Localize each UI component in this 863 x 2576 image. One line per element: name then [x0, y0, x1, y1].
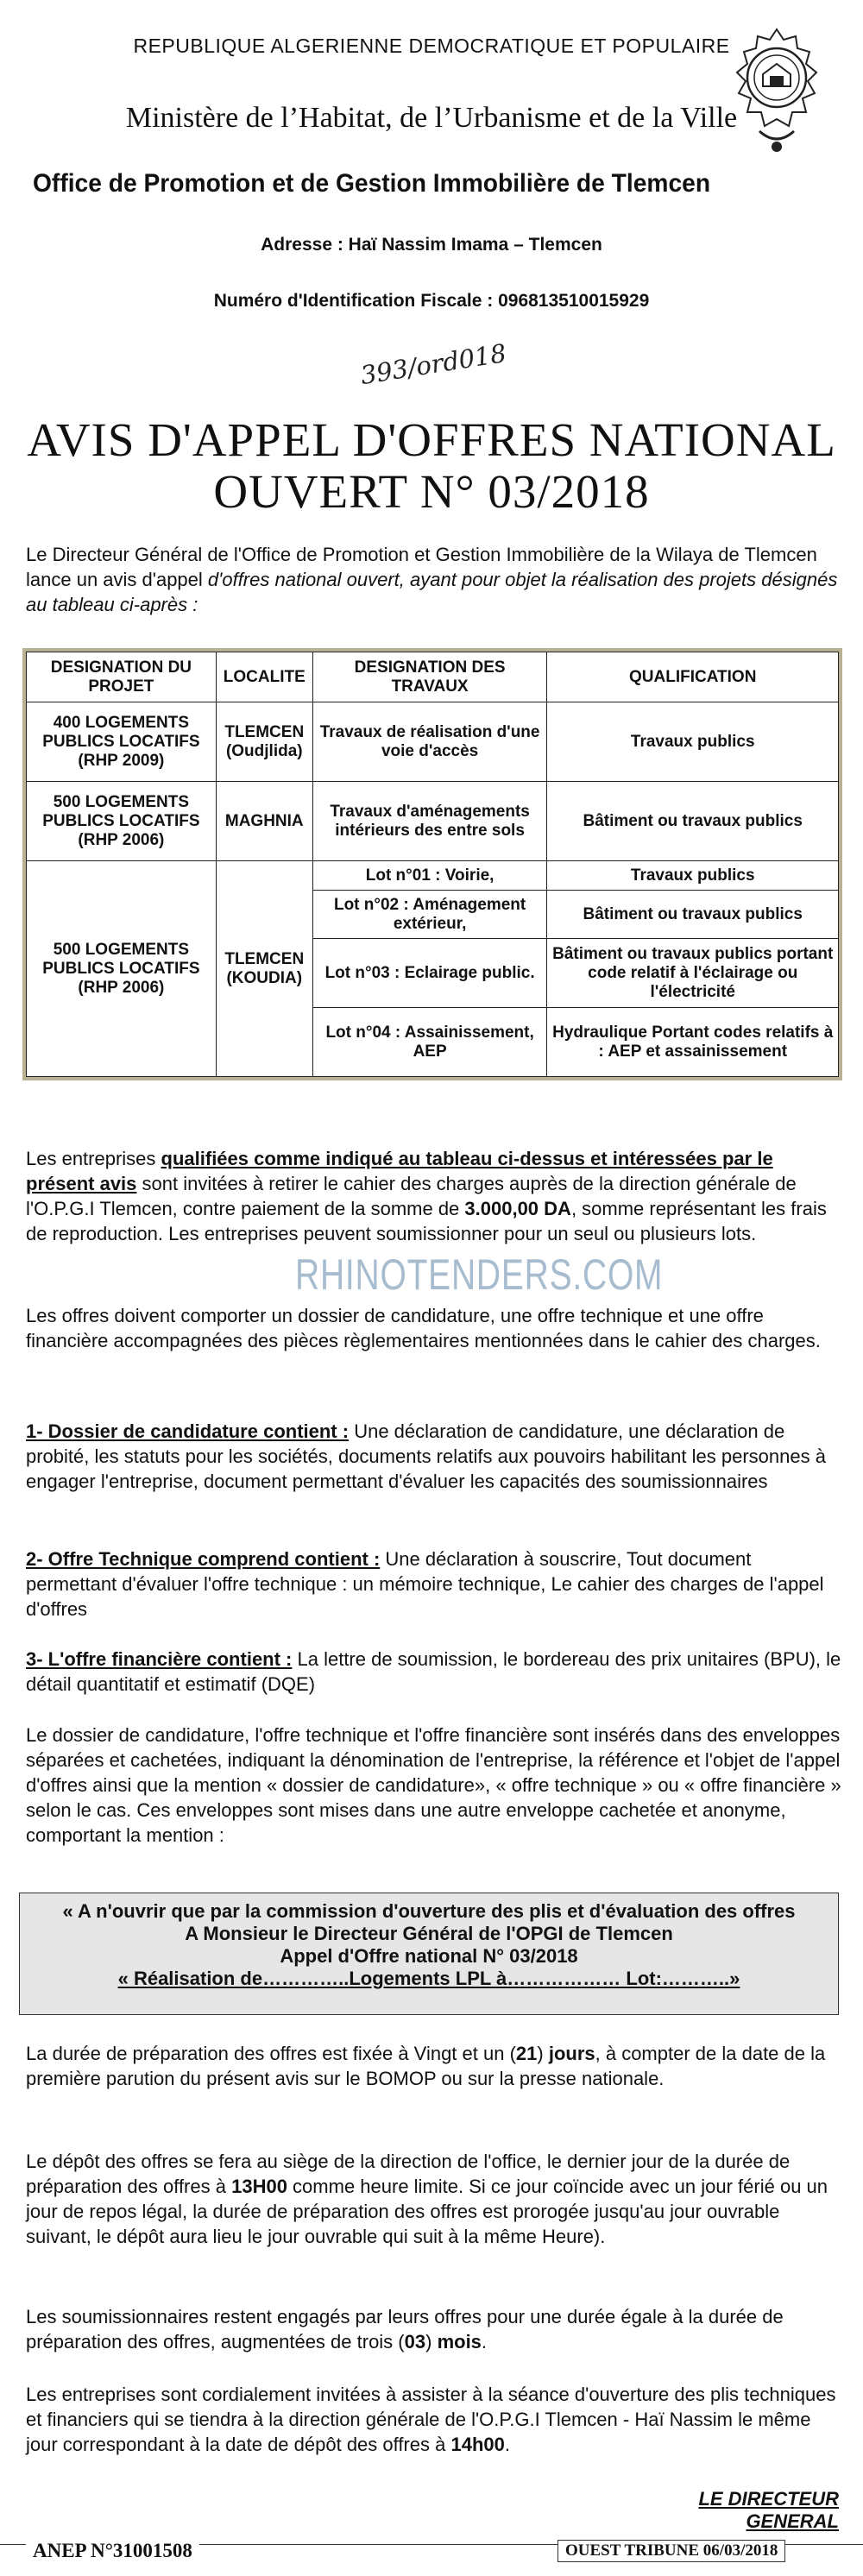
- office-name: Office de Promotion et de Gestion Immobilière de Tlemcen: [33, 169, 711, 198]
- duree-text-suffix: , à compter de la date de la première parution du présent avis sur le BOMOP ou sur la presse nationale.: [26, 2043, 826, 2089]
- entreprises-text-suffix: , somme représentant les frais de reproduction. Les entreprises peuvent soumissionner pour un seul ou plusieurs lots.: [26, 1198, 827, 1244]
- invitation-paragraph: [26, 2382, 841, 2457]
- mention-line-2: A Monsieur le Directeur Général de l'OPGI de Tlemcen: [185, 1923, 673, 1944]
- engages-text-mid: ): [425, 2331, 438, 2352]
- lot-works-cell: Lot n°03 : Eclairage public.: [312, 939, 547, 1008]
- header-localite: LOCALITE: [216, 652, 312, 702]
- table-row: [27, 702, 839, 782]
- mention-line-3: Appel d'Offre national N° 03/2018: [280, 1945, 578, 1967]
- qualification-cell: Bâtiment ou travaux publics: [547, 782, 839, 861]
- anep-number: ANEP N°31001508: [26, 2540, 199, 2562]
- entreprises-text-middle: sont invitées à retirer le cahier des charges auprès de la direction générale de l'O.P.G.I Tlemcen, contre paiement de la somme de: [26, 1173, 797, 1219]
- section-2-heading: 2- Offre Technique comprend contient :: [26, 1548, 381, 1570]
- project-cell: 500 LOGEMENTS PUBLICS LOCATIFS (RHP 2006): [27, 861, 217, 1077]
- lot-works-cell: Lot n°01 : Voirie,: [312, 861, 547, 891]
- mention-line-4: « Réalisation de…………..Logements LPL à……………… Lot:………..»: [117, 1968, 740, 1989]
- republic-header: REPUBLIQUE ALGERIENNE DEMOCRATIQUE ET POPULAIRE: [133, 35, 730, 57]
- depot-hour: 13H00: [231, 2176, 287, 2197]
- section-dossier-candidature: [26, 1419, 841, 1494]
- locality-cell: MAGHNIA: [216, 782, 312, 861]
- lot-works-cell: Lot n°04 : Assainissement, AEP: [312, 1008, 547, 1077]
- project-cell: 500 LOGEMENTS PUBLICS LOCATIFS (RHP 2006): [27, 782, 217, 861]
- invitation-text-suffix: .: [504, 2434, 511, 2455]
- lot-qualification-cell: Bâtiment ou travaux publics: [547, 891, 839, 939]
- newspaper-reference: OUEST TRIBUNE 06/03/2018: [557, 2540, 785, 2562]
- opening-hour: 14h00: [450, 2434, 505, 2455]
- lot-qualification-cell: Travaux publics: [547, 861, 839, 891]
- engages-text-prefix: Les soumissionnaires restent engagés par leurs offres pour une durée égale à la durée de préparation des offres, augmentées de trois (: [26, 2306, 784, 2352]
- notice-title: [0, 414, 863, 518]
- entreprises-text-prefix: Les entreprises: [26, 1148, 161, 1169]
- section-3-text: La lettre de soumission, le bordereau des prix unitaires (BPU), le détail quantitatif et estimatif (DQE): [26, 1648, 841, 1695]
- intro-paragraph: [26, 542, 841, 617]
- tax-id-number: Numéro d'Identification Fiscale : 096813510015929: [213, 291, 650, 311]
- depot-text-suffix: comme heure limite. Si ce jour coïncide avec un jour férié ou un jour de repos légal, la durée de préparation des offres est prorogée jusqu'au jour ouvrable suivant, le dépôt aura lieu le jour ouvrable qui suit à la même Heure).: [26, 2176, 828, 2247]
- section-2-text: Une déclaration à souscrire, Tout document permettant d'évaluer l'offre technique : un mémoire technique, Le cahier des charges de l'appel d'offres: [26, 1548, 824, 1620]
- depot-paragraph: [26, 2149, 841, 2249]
- locality-cell: TLEMCEN (Oudjlida): [216, 702, 312, 782]
- table-row: [27, 861, 839, 891]
- lot-qualification-cell: Bâtiment ou travaux publics portant code relatif à l'éclairage ou l'électricité: [547, 939, 839, 1008]
- project-cell: 400 LOGEMENTS PUBLICS LOCATIFS (RHP 2009): [27, 702, 217, 782]
- header-designation-travaux: DESIGNATION DES TRAVAUX: [312, 652, 547, 702]
- works-cell: Travaux d'aménagements intérieurs des entre sols: [312, 782, 547, 861]
- signature: LE DIRECTEUR GENERAL: [698, 2488, 839, 2532]
- duree-days: 21: [515, 2043, 538, 2064]
- duree-days-word: jours: [543, 2043, 595, 2064]
- engages-months-word: mois: [437, 2331, 482, 2352]
- table-row: [27, 782, 839, 861]
- depot-text-prefix: Le dépôt des offres se fera au siège de la direction de l'office, le dernier jour de la durée de préparation des offres à: [26, 2151, 791, 2197]
- duree-paragraph: La durée de préparation des offres est fixée à Vingt et un (21) jours, à compter de la date de la première parution du présent avis sur le BOMOP ou sur la presse nationale.: [26, 2043, 826, 2089]
- lot-qualification-cell: Hydraulique Portant codes relatifs à : AEP et assainissement: [547, 1008, 839, 1077]
- engages-text-suffix: .: [481, 2331, 488, 2352]
- invitation-text-prefix: Les entreprises sont cordialement invitées à assister à la séance d'ouverture des plis techniques et financiers qui se tiendra à la direction générale de l'O.P.G.I Tlemcen - Haï Nassim le même jour correspondant à la date de dépôt des offres à: [26, 2384, 836, 2455]
- opgi-emblem-icon: [725, 26, 828, 157]
- title-line-1: AVIS D'APPEL D'OFFRES NATIONAL: [27, 413, 836, 466]
- header-designation-projet: DESIGNATION DU PROJET: [27, 652, 217, 702]
- projects-table: [26, 652, 839, 1077]
- header-qualification: QUALIFICATION: [547, 652, 839, 702]
- intro-text: Le Directeur Général de l'Office de Promotion et Gestion Immobilière de la Wilaya de Tlemcen lance un avis d'appel: [26, 544, 817, 590]
- table-header-row: [27, 652, 839, 702]
- engages-paragraph: [26, 2304, 841, 2354]
- watermark: RHINOTENDERS.COM: [295, 1250, 664, 1299]
- section-3-heading: 3- L'offre financière contient :: [26, 1648, 293, 1670]
- locality-cell: TLEMCEN (KOUDIA): [216, 861, 312, 1077]
- duree-text-prefix: La durée de préparation des offres est fixée à Vingt et un (: [26, 2043, 516, 2064]
- section-1-heading: 1- Dossier de candidature contient :: [26, 1420, 350, 1442]
- handwritten-reference: 393/ord018: [358, 337, 508, 391]
- ministry-name: Ministère de l’Habitat, de l’Urbanisme et de la Ville: [125, 102, 738, 134]
- section-offre-technique: [26, 1546, 841, 1622]
- section-offre-financiere: [26, 1647, 841, 1697]
- entreprises-underlined: qualifiées comme indiqué au tableau ci-dessus et intéressées par le présent avis: [26, 1148, 773, 1194]
- section-1-text: Une déclaration de candidature, une déclaration de probité, les statuts pour les sociétés, documents relatifs aux pouvoirs habilitant les personnes à engager l'entreprise, document permettant d'évaluer les capacités des soumissionnaires: [26, 1420, 826, 1492]
- intro-text-italic: d'offres national ouvert, ayant pour objet la réalisation des projets désignés au tableau ci-après :: [26, 569, 838, 615]
- offres-paragraph: Les offres doivent comporter un dossier de candidature, une offre technique et une offre financière accompagnées des pièces règlementaires mentionnées dans le cahier des charges.: [26, 1305, 821, 1351]
- office-address: Adresse : Haï Nassim Imama – Tlemcen: [261, 235, 602, 255]
- lot-works-cell: Lot n°02 : Aménagement extérieur,: [312, 891, 547, 939]
- envelope-mention-box: [19, 1893, 839, 2015]
- title-line-2: OUVERT N° 03/2018: [213, 465, 650, 518]
- qualification-cell: Travaux publics: [547, 702, 839, 782]
- reproduction-fee: 3.000,00 DA: [464, 1198, 571, 1219]
- entreprises-paragraph: [26, 1146, 841, 1246]
- engages-months: 03: [404, 2331, 426, 2352]
- works-cell: Travaux de réalisation d'une voie d'accès: [312, 702, 547, 782]
- mention-line-1: « A n'ouvrir que par la commission d'ouverture des plis et d'évaluation des offres: [62, 1900, 796, 1922]
- dossier-paragraph: Le dossier de candidature, l'offre technique et l'offre financière sont insérés dans des enveloppes séparées et cachetées, indiquant la dénomination de l'entreprise, la référence et l'objet de l'appel d'offres ainsi que la mention « dossier de candidature», « offre technique » ou « offre financière » selon le cas. Ces enveloppes sont mises dans une autre enveloppe cachetée et anonyme, comportant la mention :: [26, 1724, 841, 1846]
